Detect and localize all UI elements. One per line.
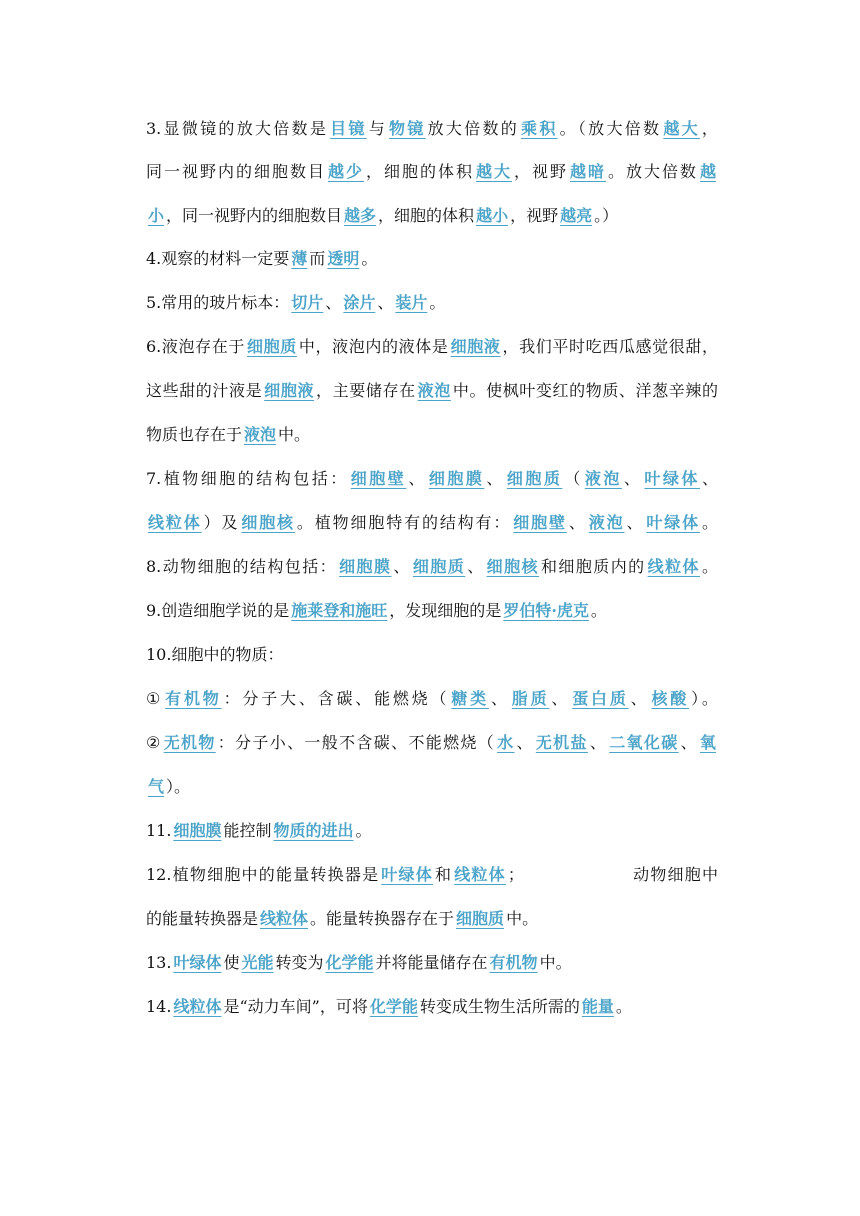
answer-blank: 目镜	[330, 119, 367, 138]
q6-line-2: 这些甜的汁液是 细胞液 ，主要储存在 液泡 中。使枫叶变红的物质、洋葱辛辣的	[146, 381, 718, 400]
answer-blank: 叶绿体	[381, 865, 433, 884]
q14-line: 14. 线粒体 是“动力车间”，可将 化学能 转变成生物生活所需的 能量 。	[146, 997, 632, 1016]
answer-blank: 细胞质	[412, 557, 466, 576]
answer-blank: 乘积	[521, 119, 558, 138]
answer-blank: 越	[699, 162, 716, 181]
answer-blank: 线粒体	[148, 513, 202, 532]
answer-blank: 细胞质	[506, 469, 563, 488]
q11-line: 11. 细胞膜 能控制 物质的进出 。	[146, 821, 372, 840]
q9-line: 9.创造细胞学说的是 施莱登和施旺 ，发现细胞的是 罗伯特·虎克 。	[146, 601, 607, 620]
answer-blank: 薄	[291, 249, 308, 268]
answer-blank: 透明	[327, 249, 360, 268]
q5-line: 5.常用的玻片标本： 切片 、 涂片 、 装片 。	[146, 293, 446, 312]
answer-blank: 能量	[581, 997, 614, 1016]
answer-blank: 越少	[327, 162, 364, 181]
q10-organic-line: ① 有机物 ：分子大、含碳、能燃烧（ 糖类 、 脂质 、 蛋白质 、 核酸 ）。	[146, 689, 718, 708]
answer-blank: 细胞核	[486, 557, 539, 576]
answer-blank: 施莱登和施旺	[291, 601, 388, 620]
q10-inorganic-line-2: 气 ）。	[148, 777, 191, 796]
answer-blank: 越暗	[569, 162, 606, 181]
answer-blank: 越大	[663, 119, 700, 138]
answer-blank: 罗伯特·虎克	[503, 601, 589, 620]
q3-line-3: 小 ，同一视野内的细胞数目 越多 ，细胞的体积 越小 ，视野 越亮 。）	[148, 206, 619, 225]
answer-blank: 涂片	[343, 293, 376, 312]
q7-line-2: 线粒体 ）及 细胞核 。植物细胞特有的结构有： 细胞壁 、 液泡 、 叶绿体 。	[148, 513, 718, 532]
answer-blank: 线粒体	[647, 557, 700, 576]
answer-blank: 光能	[241, 953, 274, 972]
answer-blank: 叶绿体	[644, 469, 700, 488]
q6-line-1: 6.液泡存在于 细胞质 中，液泡内的液体是 细胞液 ，我们平时吃西瓜感觉很甜，	[146, 337, 718, 356]
q4-line: 4.观察的材料一定要 薄 而 透明 。	[146, 249, 378, 268]
answer-blank: 化学能	[369, 997, 418, 1016]
answer-blank: 蛋白质	[572, 689, 629, 708]
answer-blank: 叶绿体	[646, 513, 700, 532]
answer-blank: 有机物	[489, 953, 538, 972]
answer-blank: 越小	[476, 206, 509, 225]
answer-blank: 液泡	[417, 381, 451, 400]
answer-blank: 细胞壁	[350, 469, 407, 488]
answer-blank: 叶绿体	[173, 953, 222, 972]
answer-blank: 细胞液	[450, 337, 501, 356]
answer-blank: 细胞核	[241, 513, 295, 532]
answer-blank: 细胞膜	[339, 557, 392, 576]
answer-blank: 细胞液	[264, 381, 315, 400]
q3-line-2: 同一视野内的细胞数目 越少 ，细胞的体积 越大 ，视野 越暗 。放大倍数 越	[146, 162, 716, 181]
q10-title: 10.细胞中的物质：	[146, 645, 284, 664]
answer-blank: 液泡	[244, 425, 277, 444]
answer-blank: 物质的进出	[273, 821, 354, 840]
answer-blank: 物镜	[389, 119, 426, 138]
q6-line-3: 物质也存在于 液泡 中。	[146, 425, 311, 444]
answer-blank: 二氧化碳	[609, 733, 679, 752]
q13-line: 13. 叶绿体 使 光能 转变为 化学能 并将能量储存在 有机物 中。	[146, 953, 572, 972]
answer-blank: 无机物	[163, 733, 216, 752]
answer-blank: 线粒体	[454, 865, 506, 884]
answer-blank: 有机物	[165, 689, 222, 708]
q12-line-2: 的能量转换器是 线粒体 。能量转换器存在于 细胞质 中。	[146, 909, 539, 928]
answer-blank: 核酸	[651, 689, 690, 708]
answer-blank: 化学能	[325, 953, 374, 972]
q3-line-1: 3.显微镜的放大倍数是 目镜 与 物镜 放大倍数的 乘积 。（放大倍数 越大 ，	[146, 119, 718, 138]
answer-blank: 小	[148, 206, 165, 225]
answer-blank: 无机盐	[535, 733, 588, 752]
q10-inorganic-line-1: ② 无机物 ：分子小、一般不含碳、不能燃烧（ 水 、 无机盐 、 二氧化碳 、 氧	[146, 733, 716, 752]
answer-blank: 越大	[475, 162, 512, 181]
answer-blank: 装片	[395, 293, 428, 312]
q12-line-1: 12.植物细胞中的能量转换器是 叶绿体 和 线粒体 ； 动物细胞中	[146, 865, 718, 884]
answer-blank: 液泡	[588, 513, 625, 532]
answer-blank: 气	[148, 777, 165, 796]
q7-line-1: 7.植物细胞的结构包括： 细胞壁 、 细胞膜 、 细胞质 （ 液泡 、 叶绿体 、	[146, 469, 718, 488]
q8-line: 8.动物细胞的结构包括： 细胞膜 、 细胞质 、 细胞核 和细胞质内的 线粒体 。	[146, 557, 718, 576]
answer-blank: 线粒体	[260, 909, 309, 928]
answer-blank: 细胞膜	[428, 469, 485, 488]
answer-blank: 液泡	[584, 469, 622, 488]
answer-blank: 糖类	[451, 689, 489, 708]
answer-blank: 脂质	[511, 689, 550, 708]
answer-blank: 细胞质	[247, 337, 297, 356]
answer-blank: 细胞壁	[513, 513, 567, 532]
answer-blank: 越多	[344, 206, 377, 225]
answer-blank: 线粒体	[173, 997, 222, 1016]
answer-blank: 水	[497, 733, 515, 752]
answer-blank: 细胞质	[456, 909, 505, 928]
answer-blank: 氧	[699, 733, 716, 752]
answer-blank: 切片	[291, 293, 324, 312]
answer-blank: 细胞膜	[173, 821, 222, 840]
answer-blank: 越亮	[560, 206, 593, 225]
